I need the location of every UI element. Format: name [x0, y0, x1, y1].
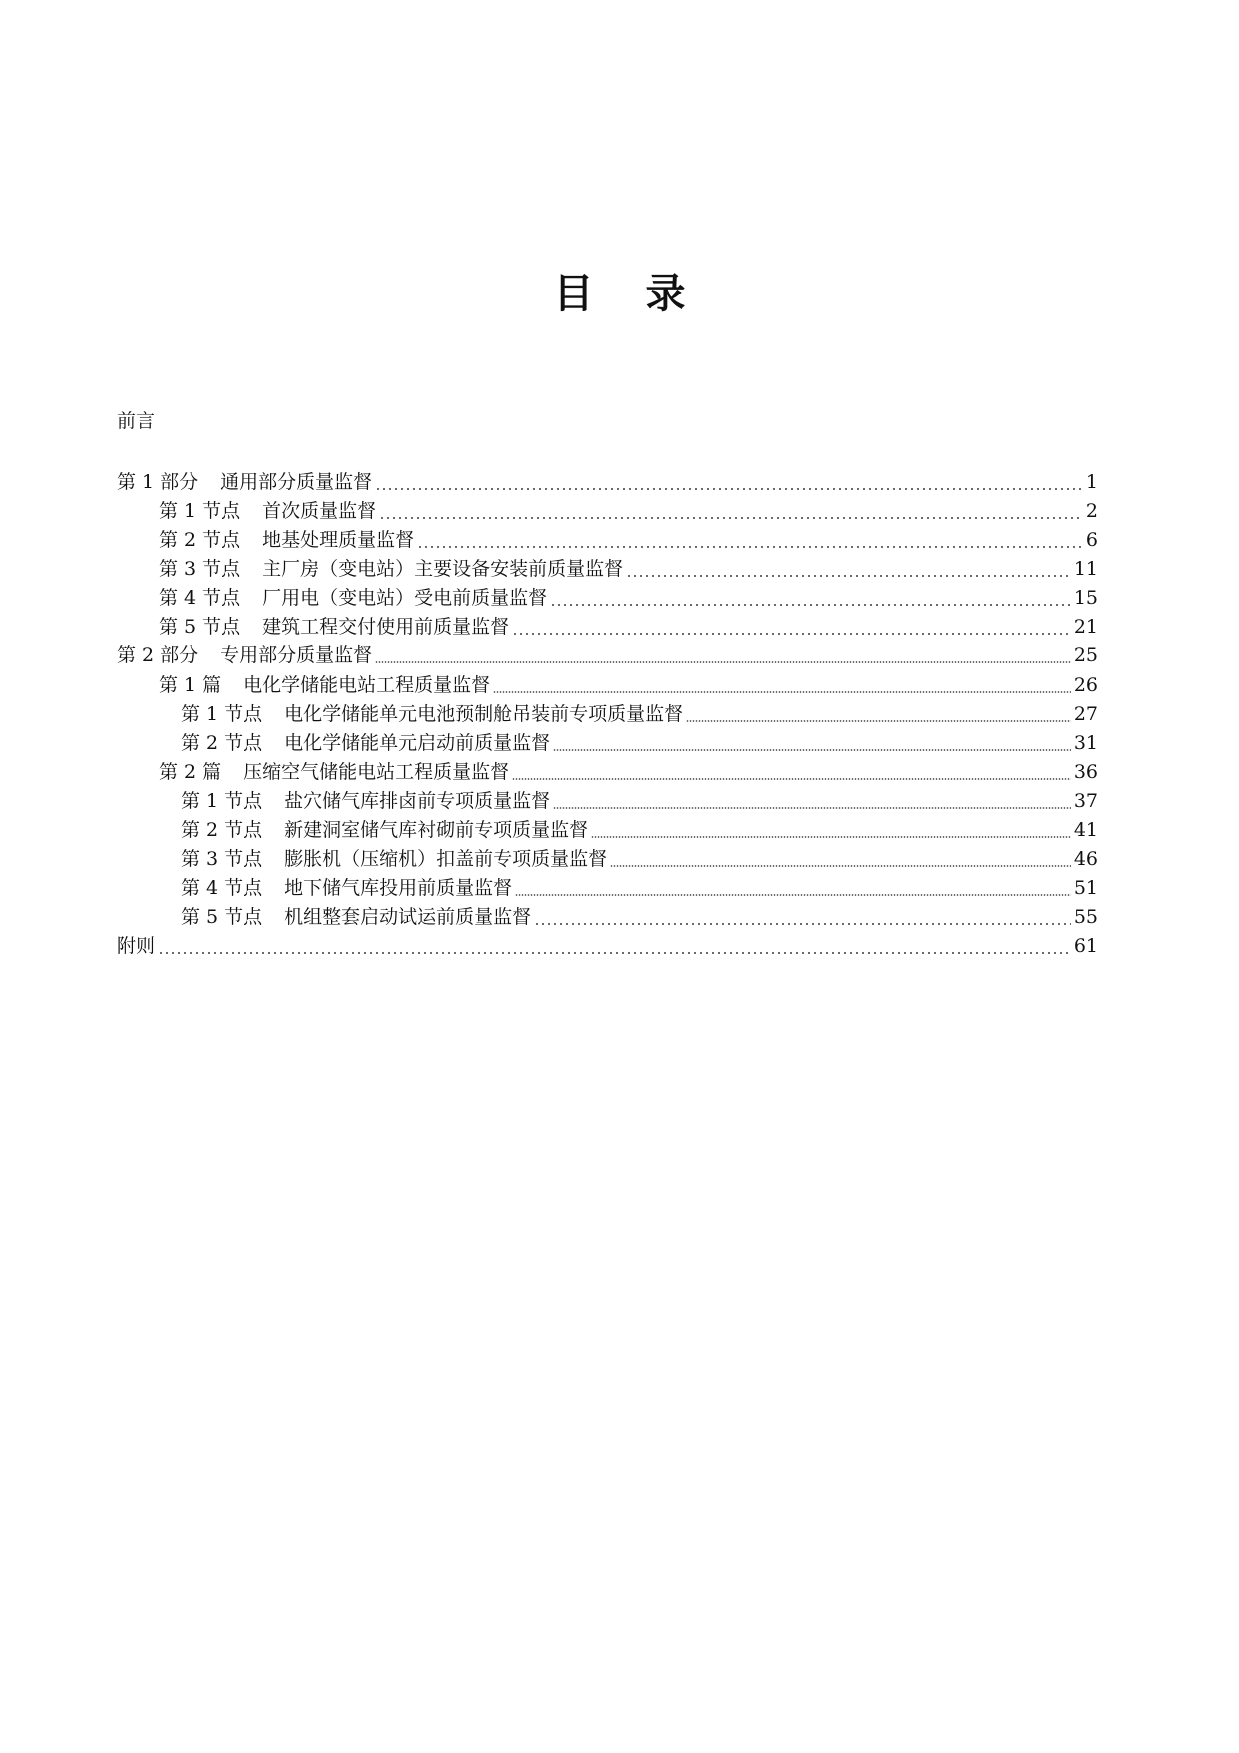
toc-entry-page-number: 15 [1073, 587, 1098, 609]
toc-entry-title: 地基处理质量监督 [262, 529, 415, 551]
toc-entry[interactable] [181, 729, 1098, 757]
toc-entry-number: 第 2 篇 [159, 761, 222, 783]
toc-entry-page-number: 25 [1073, 644, 1098, 666]
toc-entry-title: 电化学储能单元启动前质量监督 [284, 732, 551, 754]
toc-entry-page-number: 6 [1085, 529, 1098, 551]
toc-entry[interactable] [159, 526, 1098, 554]
toc-leader-dots [515, 894, 1071, 896]
page-title-char: 目 [553, 271, 594, 317]
toc-entry-title: 主厂房（变电站）主要设备安装前质量监督 [262, 558, 624, 580]
toc-entry-page-number: 55 [1073, 906, 1098, 928]
toc-entry-page-number: 31 [1073, 732, 1098, 754]
toc-entry-page-number: 51 [1073, 877, 1098, 899]
toc-entry-title: 新建洞室储气库衬砌前专项质量监督 [284, 819, 589, 841]
toc-entry-page-number: 46 [1073, 848, 1098, 870]
toc-entry-page-number: 1 [1085, 471, 1098, 493]
toc-entry-page-number: 61 [1073, 935, 1098, 957]
toc-entry[interactable] [159, 613, 1098, 641]
toc-entry-page-number: 11 [1073, 558, 1098, 580]
toc-entry[interactable] [159, 497, 1098, 525]
toc-entry-number: 第 5 节点 [181, 906, 263, 928]
toc-leader-dots [686, 720, 1071, 722]
toc-entry[interactable] [159, 584, 1098, 612]
toc-entry[interactable] [181, 845, 1098, 873]
toc-entry-title: 厂用电（变电站）受电前质量监督 [262, 587, 548, 609]
page-title [0, 262, 1239, 319]
toc-entry-title: 地下储气库投用前质量监督 [284, 877, 513, 899]
toc-entry-page-number: 21 [1073, 616, 1098, 638]
toc-entry-number: 第 3 节点 [181, 848, 263, 870]
toc-entry[interactable] [159, 758, 1098, 786]
toc-entry-number: 第 1 篇 [159, 674, 222, 696]
toc-leader-dots [375, 661, 1071, 663]
toc-leader-dots [626, 575, 1071, 577]
toc-entry-title: 建筑工程交付使用前质量监督 [262, 616, 510, 638]
toc-entry-number: 第 1 节点 [181, 790, 263, 812]
toc-entry-page-number: 41 [1073, 819, 1098, 841]
toc-entry[interactable] [159, 671, 1098, 699]
toc-entry-title: 膨胀机（压缩机）扣盖前专项质量监督 [284, 848, 608, 870]
toc-entry[interactable] [181, 874, 1098, 902]
toc-leader-dots [379, 517, 1083, 519]
toc-leader-dots [512, 633, 1071, 635]
toc-entry-title: 电化学储能单元电池预制舱吊装前专项质量监督 [284, 703, 684, 725]
toc-entry[interactable] [117, 468, 1098, 496]
toc-entry[interactable] [117, 641, 1098, 669]
toc-entry-number: 第 4 节点 [181, 877, 263, 899]
toc-leader-dots [512, 778, 1071, 780]
page-title-char: 录 [645, 271, 686, 317]
toc-entry-title: 通用部分质量监督 [220, 471, 373, 493]
toc-entry-page-number: 2 [1085, 500, 1098, 522]
toc-leader-dots [417, 546, 1083, 548]
toc-entry-page-number: 36 [1073, 761, 1098, 783]
toc-leader-dots [610, 865, 1071, 867]
toc-entry-number: 第 5 节点 [159, 616, 241, 638]
toc-entry-number: 第 2 节点 [181, 819, 263, 841]
toc-entry-page-number: 37 [1073, 790, 1098, 812]
toc-entry-page-number: 26 [1073, 674, 1098, 696]
toc-entry-number: 第 3 节点 [159, 558, 241, 580]
toc-leader-dots [158, 952, 1071, 954]
toc-entry-title: 附则 [117, 935, 156, 957]
toc-entry-number: 第 2 节点 [159, 529, 241, 551]
toc-leader-dots [553, 807, 1071, 809]
toc-entry[interactable] [117, 932, 1098, 960]
toc-entry-title: 机组整套启动试运前质量监督 [284, 906, 532, 928]
toc-entry-number: 第 2 部分 [117, 644, 199, 666]
toc-entry-number: 第 1 节点 [159, 500, 241, 522]
toc-leader-dots [550, 604, 1071, 606]
toc-entry-title: 专用部分质量监督 [220, 644, 373, 666]
toc-entry[interactable] [159, 555, 1098, 583]
toc-entry[interactable] [181, 700, 1098, 728]
preface-heading: 前言 [117, 410, 156, 432]
toc-entry-page-number: 27 [1073, 703, 1098, 725]
toc-entry-number: 第 2 节点 [181, 732, 263, 754]
toc-leader-dots [534, 923, 1071, 925]
toc-entry-number: 第 4 节点 [159, 587, 241, 609]
toc-entry[interactable] [181, 903, 1098, 931]
toc-entry-number: 第 1 节点 [181, 703, 263, 725]
toc-leader-dots [553, 749, 1071, 751]
toc-entry-title: 电化学储能电站工程质量监督 [243, 674, 491, 696]
toc-entry-number: 第 1 部分 [117, 471, 199, 493]
toc-entry-title: 压缩空气储能电站工程质量监督 [243, 761, 510, 783]
toc-entry-title: 盐穴储气库排卤前专项质量监督 [284, 790, 551, 812]
toc-leader-dots [493, 691, 1071, 693]
toc-entry[interactable] [181, 787, 1098, 815]
toc-entry[interactable] [181, 816, 1098, 844]
toc-entry-title: 首次质量监督 [262, 500, 377, 522]
toc-leader-dots [591, 836, 1071, 838]
toc-leader-dots [375, 488, 1083, 490]
